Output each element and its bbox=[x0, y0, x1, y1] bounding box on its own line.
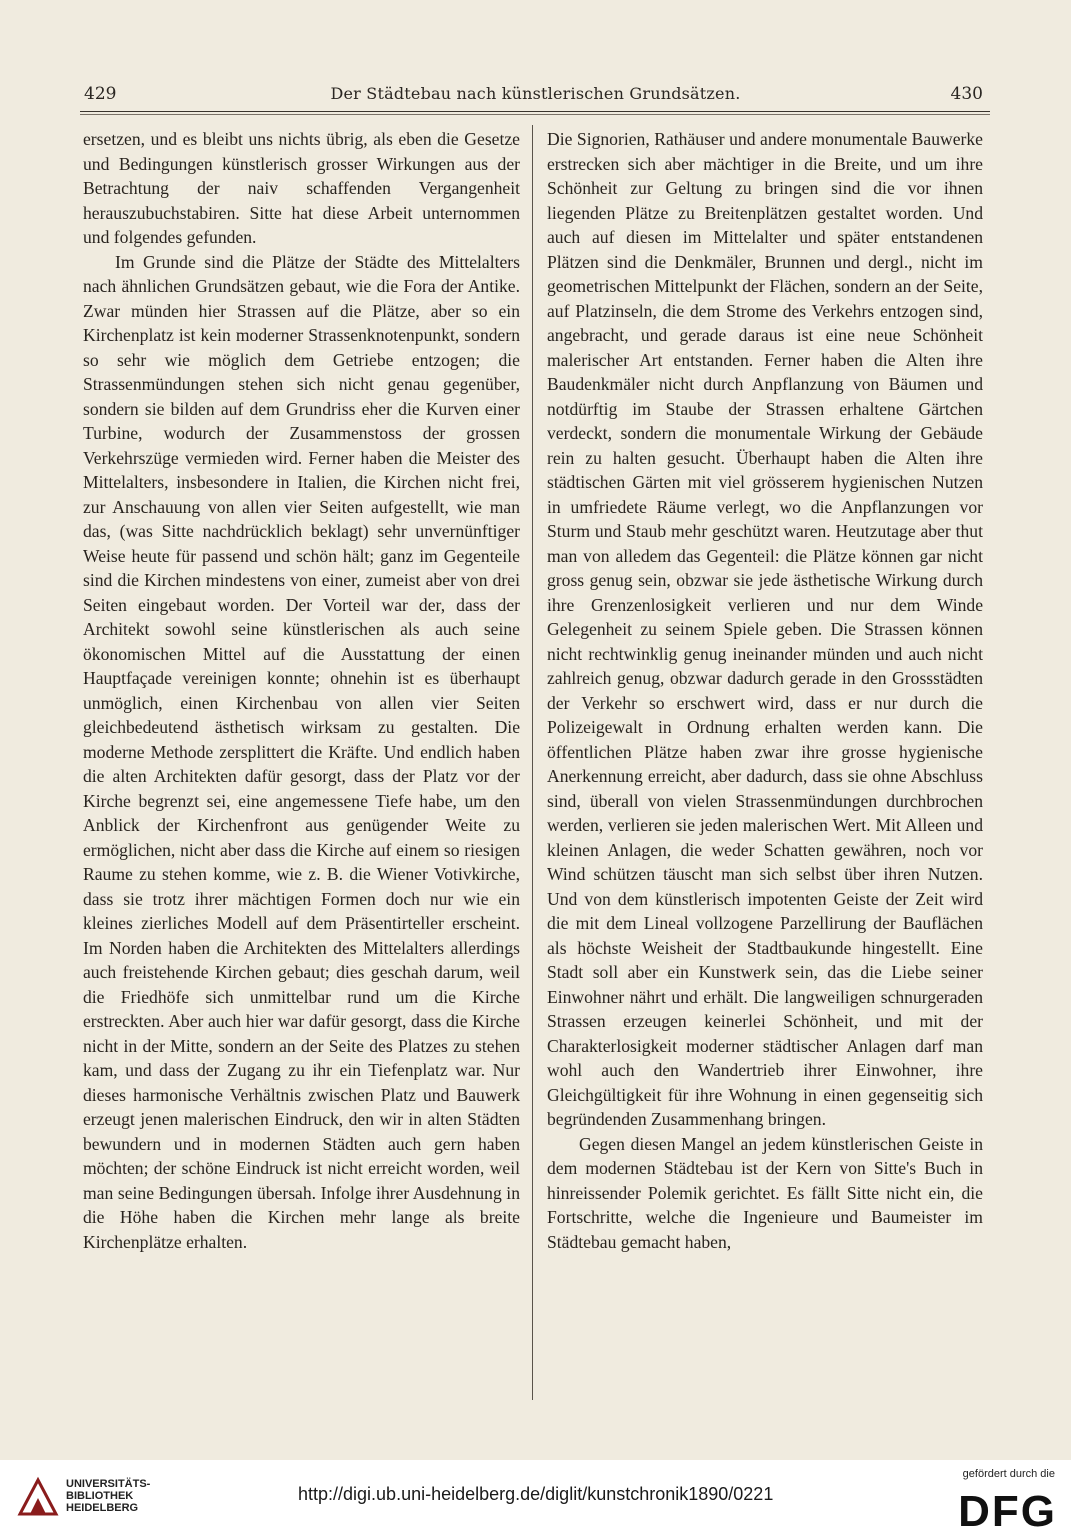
right-column bbox=[547, 127, 983, 1254]
header-rule bbox=[80, 111, 990, 112]
funded-by-label: gefördert durch die bbox=[962, 1468, 1055, 1480]
page-number-right: 430 bbox=[950, 84, 983, 104]
running-title: Der Städtebau nach künstlerischen Grundsätzen. bbox=[330, 84, 741, 103]
library-name-line: UNIVERSITÄTS- bbox=[66, 1478, 151, 1490]
library-name-line: HEIDELBERG bbox=[66, 1502, 139, 1514]
dfg-logo: DFG bbox=[958, 1487, 1057, 1536]
library-name bbox=[66, 1478, 150, 1514]
paragraph: Im Grunde sind die Plätze der Städte des Mittelalters nach ähnlichen Grundsätzen gebaut, wie die Fora der Antike. Zwar münden hier Strassen auf die Plätze, aber so ein Kirchenplatz ist kein moderner Strassenknotenpunkt, sondern so sehr wie möglich dem Getriebe entzogen; die Strassenmündungen stehen sich nicht genau gegenüber, sondern sie bilden auf dem Grundriss eher die Kurven einer Turbine, wodurch der Zusammenstoss der grossen Verkehrszüge vermieden wird. Ferner haben die Meister des Mittelalters, insbesondere in Italien, die Kirchen nicht frei, zur Anschauung von allen vier Seiten aufgestellt, wie man das, (was Sitte nachdrücklich beklagt) sehr unvernünftiger Weise heute für passend und schön hält; ganz im Gegenteile sind die Kirchen mindestens von einer, zumeist aber von drei Seiten eingebaut worden. Der Vorteil war der, dass der Architekt sowohl seine künstlerischen als auch seine ökonomischen Mittel auf die Ausstattung der einen Hauptfaçade vereinigen konnte; ohnehin ist es überhaupt unmöglich, einen Kirchenbau von allen vier Seiten gleichbedeutend ästhetisch wirksam zu gestalten. Die moderne Methode zersplittert die Kräfte. Und endlich haben die alten Architekten dafür gesorgt, dass der Platz vor der Kirche begrenzt sei, eine angemessene Tiefe habe, um den Anblick der Kirchenfront aus genügender Weite zu ermöglichen, nicht aber dass die Kirche auf einem so riesigen Raume zu stehen komme, wie z. B. die Wiener Votivkirche, dass sie trotz ihrer mächtigen Formen doch nur wie ein kleines zierliches Modell auf dem Präsentirteller erscheint. Im Norden haben die Architekten des Mittelalters allerdings auch freistehende Kirchen gebaut; dies geschah darum, weil die Friedhöfe sich unmittelbar rund um die Kirche erstreckten. Aber auch hier war dafür gesorgt, dass die Kirche nicht in der Mitte, sondern an der Seite des Platzes zu stehen kam, und dass der Zugang zu ihr ein Tiefenplatz war. Nur dieses harmonische Verhältnis zwischen Platz und Bauwerk erzeugt jenen malerischen Eindruck, den wir in alten Städten bewundern und in modernen Städten auch gern haben möchten; der schöne Eindruck ist nicht erreicht worden, weil man seine Bedingungen übersah. Infolge ihrer Ausdehnung in die Höhe haben die Kirchen mehr lange als breite Kirchenplätze erhalten. bbox=[83, 251, 520, 1252]
paragraph: ersetzen, und es bleibt uns nichts übrig, als eben die Gesetze und Bedingungen künstlerisch grosser Wirkungen aus der Betrachtung der naiv schaffenden Vergangenheit herauszubuchstabiren. Sitte hat diese Arbeit unternommen und folgendes gefunden. bbox=[83, 129, 520, 247]
column-separator bbox=[532, 125, 533, 1400]
library-name-line: BIBLIOTHEK bbox=[66, 1490, 134, 1502]
paragraph: Gegen diesen Mangel an jedem künstlerischen Geiste in dem modernen Städtebau ist der Kern von Sitte's Buch in hinreissender Polemik gerichtet. Es fällt Sitte nicht ein, die Fortschritte, welche die Ingenieure und Baumeister im Städtebau gemacht haben, bbox=[547, 1133, 983, 1252]
header-rule-thin bbox=[80, 114, 990, 115]
footer-bar bbox=[0, 1460, 1071, 1538]
left-column bbox=[83, 127, 520, 1254]
paragraph: Die Signorien, Rathäuser und andere monumentale Bauwerke erstrecken sich aber mächtiger in die Breite, und um ihre Schönheit zur Geltung zu bringen sind die vor ihnen liegenden Plätze zu Breitenplätzen gestaltet worden. Und auch auf diesen im Mittelalter und später entstandenen Plätzen sind die Denkmäler, Brunnen und dergl., nicht im geometrischen Mittelpunkt der Flächen, sondern an der Seite, auf Platzinseln, die dem Strome des Verkehrs entzogen sind, angebracht, und gerade daraus ist eine neue Schönheit malerischer Art entstanden. Ferner haben die Alten ihre Baudenkmäler nicht durch Anpflanzung von Bäumen und notdürftig im Staube der Strassen erhaltene Gärtchen verdeckt, sondern die monumentale Wirkung der Gebäude rein zu halten gesucht. Überhaupt haben die Alten ihre städtischen Gärten mit viel grösserem hygienischen Nutzen in umfriedete Räume verlegt, wo die Anpflanzungen vor Sturm und Staub mehr geschützt waren. Heutzutage aber thut man von alledem das Gegenteil: die Plätze können gar nicht gross genug sein, obzwar sie jede ästhetische Wirkung durch ihre Grenzenlosigkeit verlieren und nur dem Winde Gelegenheit zu seinem Spiele geben. Die Strassen können nicht rechtwinklig genug ineinander münden und auch nicht zahlreich genug, obzwar dadurch gerade in den Grossstädten der Verkehr so erschwert wird, dass er nur durch die Polizeigewalt in Ordnung erhalten werden kann. Die öffentlichen Plätze haben zwar ihre grosse hygienische Anerkennung erreicht, aber dadurch, dass sie ohne Abschluss sind, überall von vielen Strassenmündungen durchbrochen werden, verlieren sie jeden malerischen Wert. Mit Alleen und kleinen Anlagen, die weder Schatten gewähren, noch vor Wind schützen täuscht man sich selbst über ihren Nutzen. Und von dem künstlerisch impotenten Geiste der Zeit wird die mit dem Lineal vollzogene Parzellirung der Bauflächen als höchste Weisheit der Stadtbaukunde hingestellt. Eine Stadt soll aber ein Kunstwerk sein, das die Liebe seiner Einwohner nährt und erhält. Die langweiligen schnurgeraden Strassen erzeugen keinerlei Schönheit, und mit der Charakterlosigkeit moderner städtischer Anlagen darf man wohl auch den Wandertrieb ihrer Einwohner, ihre Gleichgültigkeit für ihre Wohnung in einen gegenseitig sich begründenden Zusammenhang bringen. bbox=[547, 129, 983, 1129]
page-number-left: 429 bbox=[84, 84, 117, 104]
university-library-logo-icon bbox=[16, 1474, 60, 1518]
permalink-url[interactable]: http://digi.ub.uni-heidelberg.de/diglit/kunstchronik1890/0221 bbox=[298, 1484, 774, 1504]
